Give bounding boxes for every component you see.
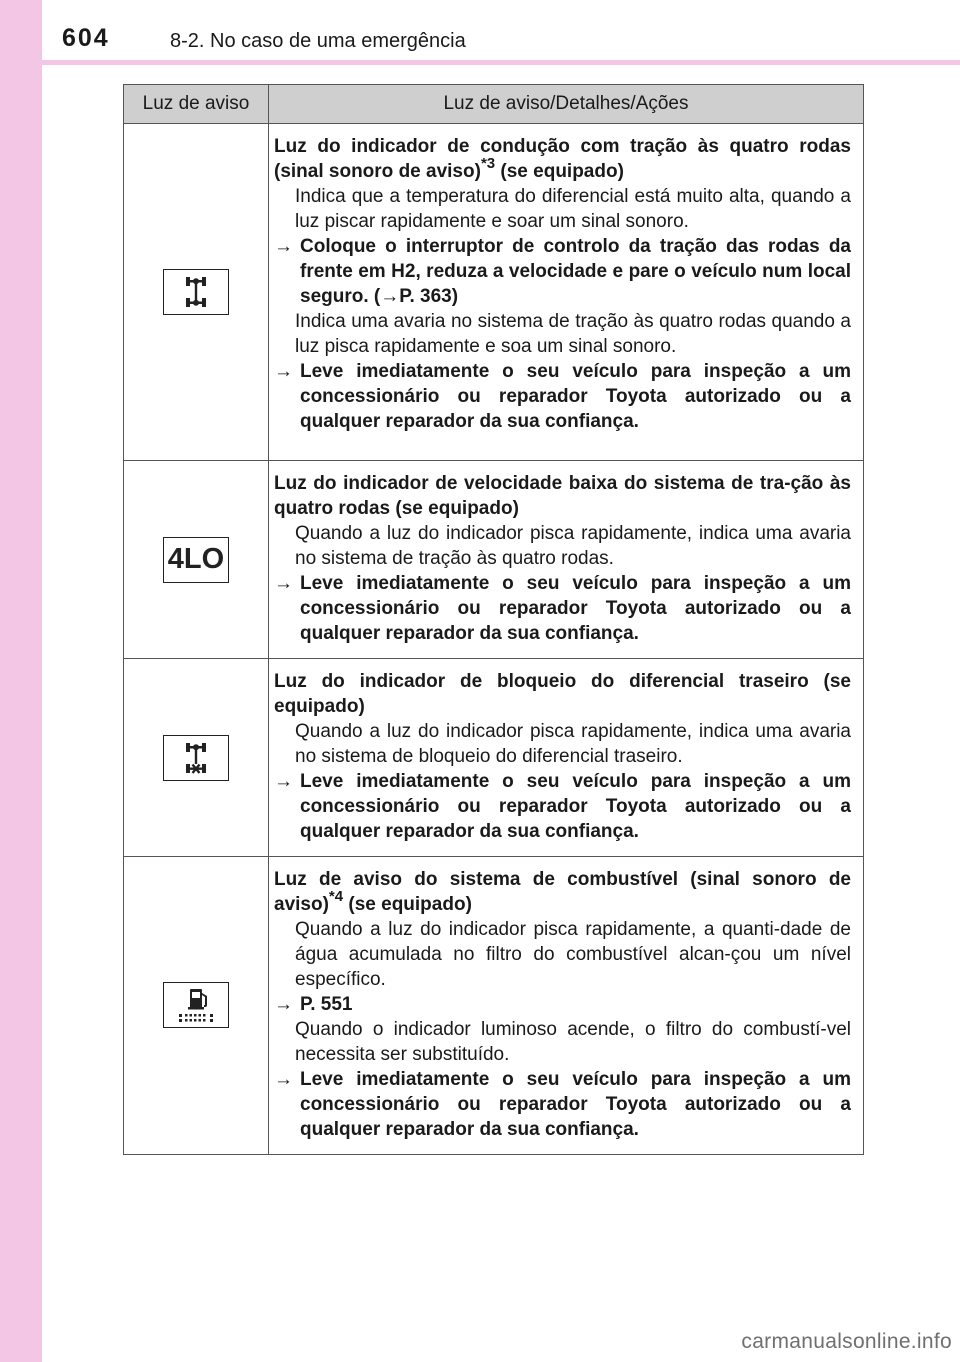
item-title: Luz de aviso do sistema de combustível (sinal sonoro de aviso)$^{*4}$ (se equipado) bbox=[274, 869, 851, 915]
icon-cell bbox=[124, 124, 269, 461]
item-action: → Leve imediatamente o seu veículo para inspeção a um concessionário ou reparador Toyota autorizado ou a qualquer reparador da sua confiança. bbox=[274, 361, 851, 432]
icon-cell bbox=[124, 659, 269, 857]
item-title: Luz do indicador de condução com tração às quatro rodas (sinal sonoro de aviso)$^{*3}$ (se equipado) bbox=[274, 136, 851, 182]
page-reference: P. 363) bbox=[399, 286, 459, 307]
details-cell bbox=[269, 659, 864, 857]
table-row bbox=[124, 659, 864, 857]
details-cell bbox=[269, 124, 864, 461]
arrow-icon: → bbox=[274, 771, 293, 792]
fuel-filter-water-icon bbox=[163, 982, 229, 1028]
item-description: Quando a luz do indicador pisca rapidamente, indica uma avaria no sistema de bloqueio do diferencial traseiro. bbox=[295, 721, 851, 767]
item-action: → Leve imediatamente o seu veículo para inspeção a um concessionário ou reparador Toyota autorizado ou a qualquer reparador da sua confiança. bbox=[274, 771, 851, 842]
arrow-icon: → bbox=[274, 573, 293, 594]
watermark: carmanualsonline.info bbox=[741, 1330, 952, 1353]
footnote-mark: *4 bbox=[328, 887, 344, 905]
footnote-mark: *3 bbox=[480, 154, 496, 172]
item-action: → Coloque o interruptor de controlo da tração das rodas da frente em H2, reduza a velocidade e pare o veículo num local seguro. (→P. 363) bbox=[274, 236, 851, 307]
table-row bbox=[124, 461, 864, 659]
header-warning-light: Luz de aviso bbox=[124, 85, 269, 124]
details-cell bbox=[269, 461, 864, 659]
details-cell bbox=[269, 857, 864, 1155]
table-header-row bbox=[124, 85, 864, 124]
arrow-icon: → bbox=[274, 1069, 293, 1090]
section-title: 8-2. No caso de uma emergência bbox=[170, 30, 466, 52]
item-action bbox=[274, 992, 851, 1017]
page-reference: P. 551 bbox=[300, 994, 353, 1015]
arrow-icon: → bbox=[274, 236, 293, 257]
table-row bbox=[124, 857, 864, 1155]
header-rule bbox=[0, 60, 960, 65]
item-description: Quando a luz do indicador pisca rapidamente, a quanti-dade de água acumulada no filtro do combustível alcan-çou um nível específico. bbox=[295, 919, 851, 990]
arrow-icon: → bbox=[274, 361, 293, 382]
side-color-strip bbox=[0, 0, 42, 1362]
item-description: Quando o indicador luminoso acende, o filtro do combustí-vel necessita ser substituído. bbox=[295, 1019, 851, 1065]
icon-cell bbox=[124, 461, 269, 659]
item-action: → Leve imediatamente o seu veículo para inspeção a um concessionário ou reparador Toyota autorizado ou a qualquer reparador da sua confiança. bbox=[274, 1069, 851, 1140]
reference-arrow-icon: → bbox=[380, 286, 400, 307]
item-description: Quando a luz do indicador pisca rapidamente, indica uma avaria no sistema de tração às quatro rodas. bbox=[295, 523, 851, 569]
header-details-actions: Luz de aviso/Detalhes/Ações bbox=[269, 85, 864, 124]
item-action: → Leve imediatamente o seu veículo para inspeção a um concessionário ou reparador Toyota autorizado ou a qualquer reparador da sua confiança. bbox=[274, 573, 851, 644]
four-lo-indicator-icon: 4LO bbox=[163, 537, 229, 583]
item-description: Indica uma avaria no sistema de tração às quatro rodas quando a luz pisca rapidamente e soa um sinal sonoro. bbox=[295, 311, 851, 357]
arrow-icon: → bbox=[274, 994, 293, 1015]
four-wheel-drive-indicator-icon bbox=[163, 269, 229, 315]
rear-differential-lock-icon bbox=[163, 735, 229, 781]
page-number: 604 bbox=[62, 24, 110, 52]
item-title: Luz do indicador de velocidade baixa do sistema de tra-ção às quatro rodas (se equipado) bbox=[274, 473, 851, 519]
table-row bbox=[124, 124, 864, 461]
item-title: Luz do indicador de bloqueio do diferencial traseiro (se equipado) bbox=[274, 671, 851, 717]
icon-cell bbox=[124, 857, 269, 1155]
item-description: Indica que a temperatura do diferencial está muito alta, quando a luz piscar rapidamente e soar um sinal sonoro. bbox=[295, 186, 851, 232]
warning-lights-table bbox=[123, 84, 864, 1155]
